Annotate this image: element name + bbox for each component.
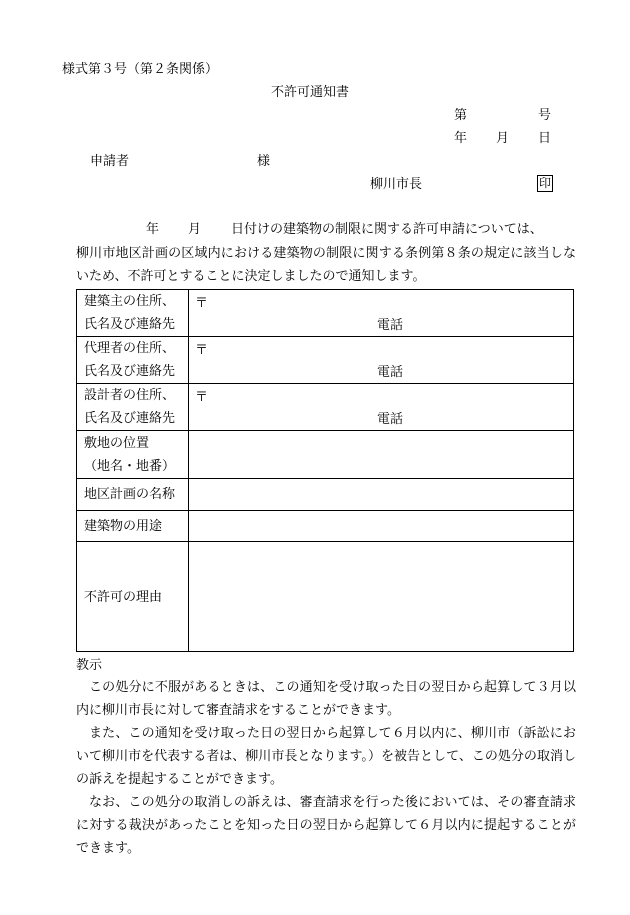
table-label: 設計者の住所、 bbox=[84, 388, 176, 403]
ref-year: 年 bbox=[454, 131, 468, 146]
table-label: 氏名及び連絡先 bbox=[84, 364, 176, 379]
table-label: 地区計画の名称 bbox=[84, 487, 176, 502]
notice-paragraph-1: この処分に不服があるときは、この通知を受け取った日の翌日から起算して３月以内に柳川市長に対して審査請求をすることができます。 bbox=[76, 680, 576, 718]
seal-mark: 印 bbox=[538, 176, 551, 190]
notice-section bbox=[76, 656, 576, 860]
table-label: 敷地の位置 bbox=[84, 436, 150, 451]
table-label: 不許可の理由 bbox=[84, 590, 163, 605]
table-row-reason bbox=[77, 541, 573, 651]
table-label: 建築物の用途 bbox=[84, 519, 163, 534]
body-date-month: 月 bbox=[188, 222, 202, 237]
tel-label: 電話 bbox=[377, 365, 404, 380]
notice-paragraph-2: また、この通知を受け取った日の翌日から起算して６月以内に、柳川市（訴訟において柳川市を代表する者は、柳川市長となります。）を被告として、この処分の取消しの訴えを提起することができます。 bbox=[76, 726, 576, 787]
zip-mark: 〒 bbox=[195, 390, 209, 405]
document-title: 不許可通知書 bbox=[271, 85, 350, 100]
addressee-label: 申請者 bbox=[90, 154, 130, 169]
table-row-site bbox=[77, 430, 573, 478]
table-row-building-use bbox=[77, 510, 573, 541]
info-table bbox=[76, 289, 574, 652]
table-label: 建築主の住所、 bbox=[84, 294, 176, 309]
table-row-owner bbox=[77, 290, 573, 336]
body-line-1: 日付けの建築物の制限に関する許可申請については、 bbox=[231, 222, 543, 237]
tel-label: 電話 bbox=[377, 412, 404, 427]
table-row-designer bbox=[77, 383, 573, 430]
notice-title: 教示 bbox=[76, 658, 103, 673]
ref-number-prefix: 第 bbox=[454, 108, 468, 123]
ref-number-suffix: 号 bbox=[538, 108, 552, 123]
table-label: 氏名及び連絡先 bbox=[84, 317, 176, 332]
table-row-agent bbox=[77, 336, 573, 383]
zip-mark: 〒 bbox=[195, 296, 209, 311]
addressee-honorific: 様 bbox=[257, 154, 271, 169]
table-label: （地名・地番） bbox=[84, 459, 176, 474]
ref-month: 月 bbox=[496, 131, 510, 146]
issuer-name: 柳川市長 bbox=[370, 177, 423, 192]
table-label: 氏名及び連絡先 bbox=[84, 411, 176, 426]
table-row-district-plan bbox=[77, 478, 573, 510]
form-label: 様式第３号（第２条関係） bbox=[62, 62, 219, 77]
body-paragraph bbox=[76, 242, 576, 288]
notice-paragraph-3: なお、この処分の取消しの訴えは、審査請求を行った後においては、その審査請求に対する裁決があったことを知った日の翌日から起算して６月以内に提起することができます。 bbox=[76, 795, 576, 856]
ref-day: 日 bbox=[538, 131, 552, 146]
tel-label: 電話 bbox=[377, 318, 404, 333]
body-line-2: 柳川市地区計画の区域内における建築物の制限に関する条例第８条の規定に該当しないため、不許可とすることに決定しましたので通知します。 bbox=[76, 246, 576, 284]
body-date-year: 年 bbox=[146, 222, 160, 237]
table-label: 代理者の住所、 bbox=[84, 341, 176, 356]
zip-mark: 〒 bbox=[195, 343, 209, 358]
